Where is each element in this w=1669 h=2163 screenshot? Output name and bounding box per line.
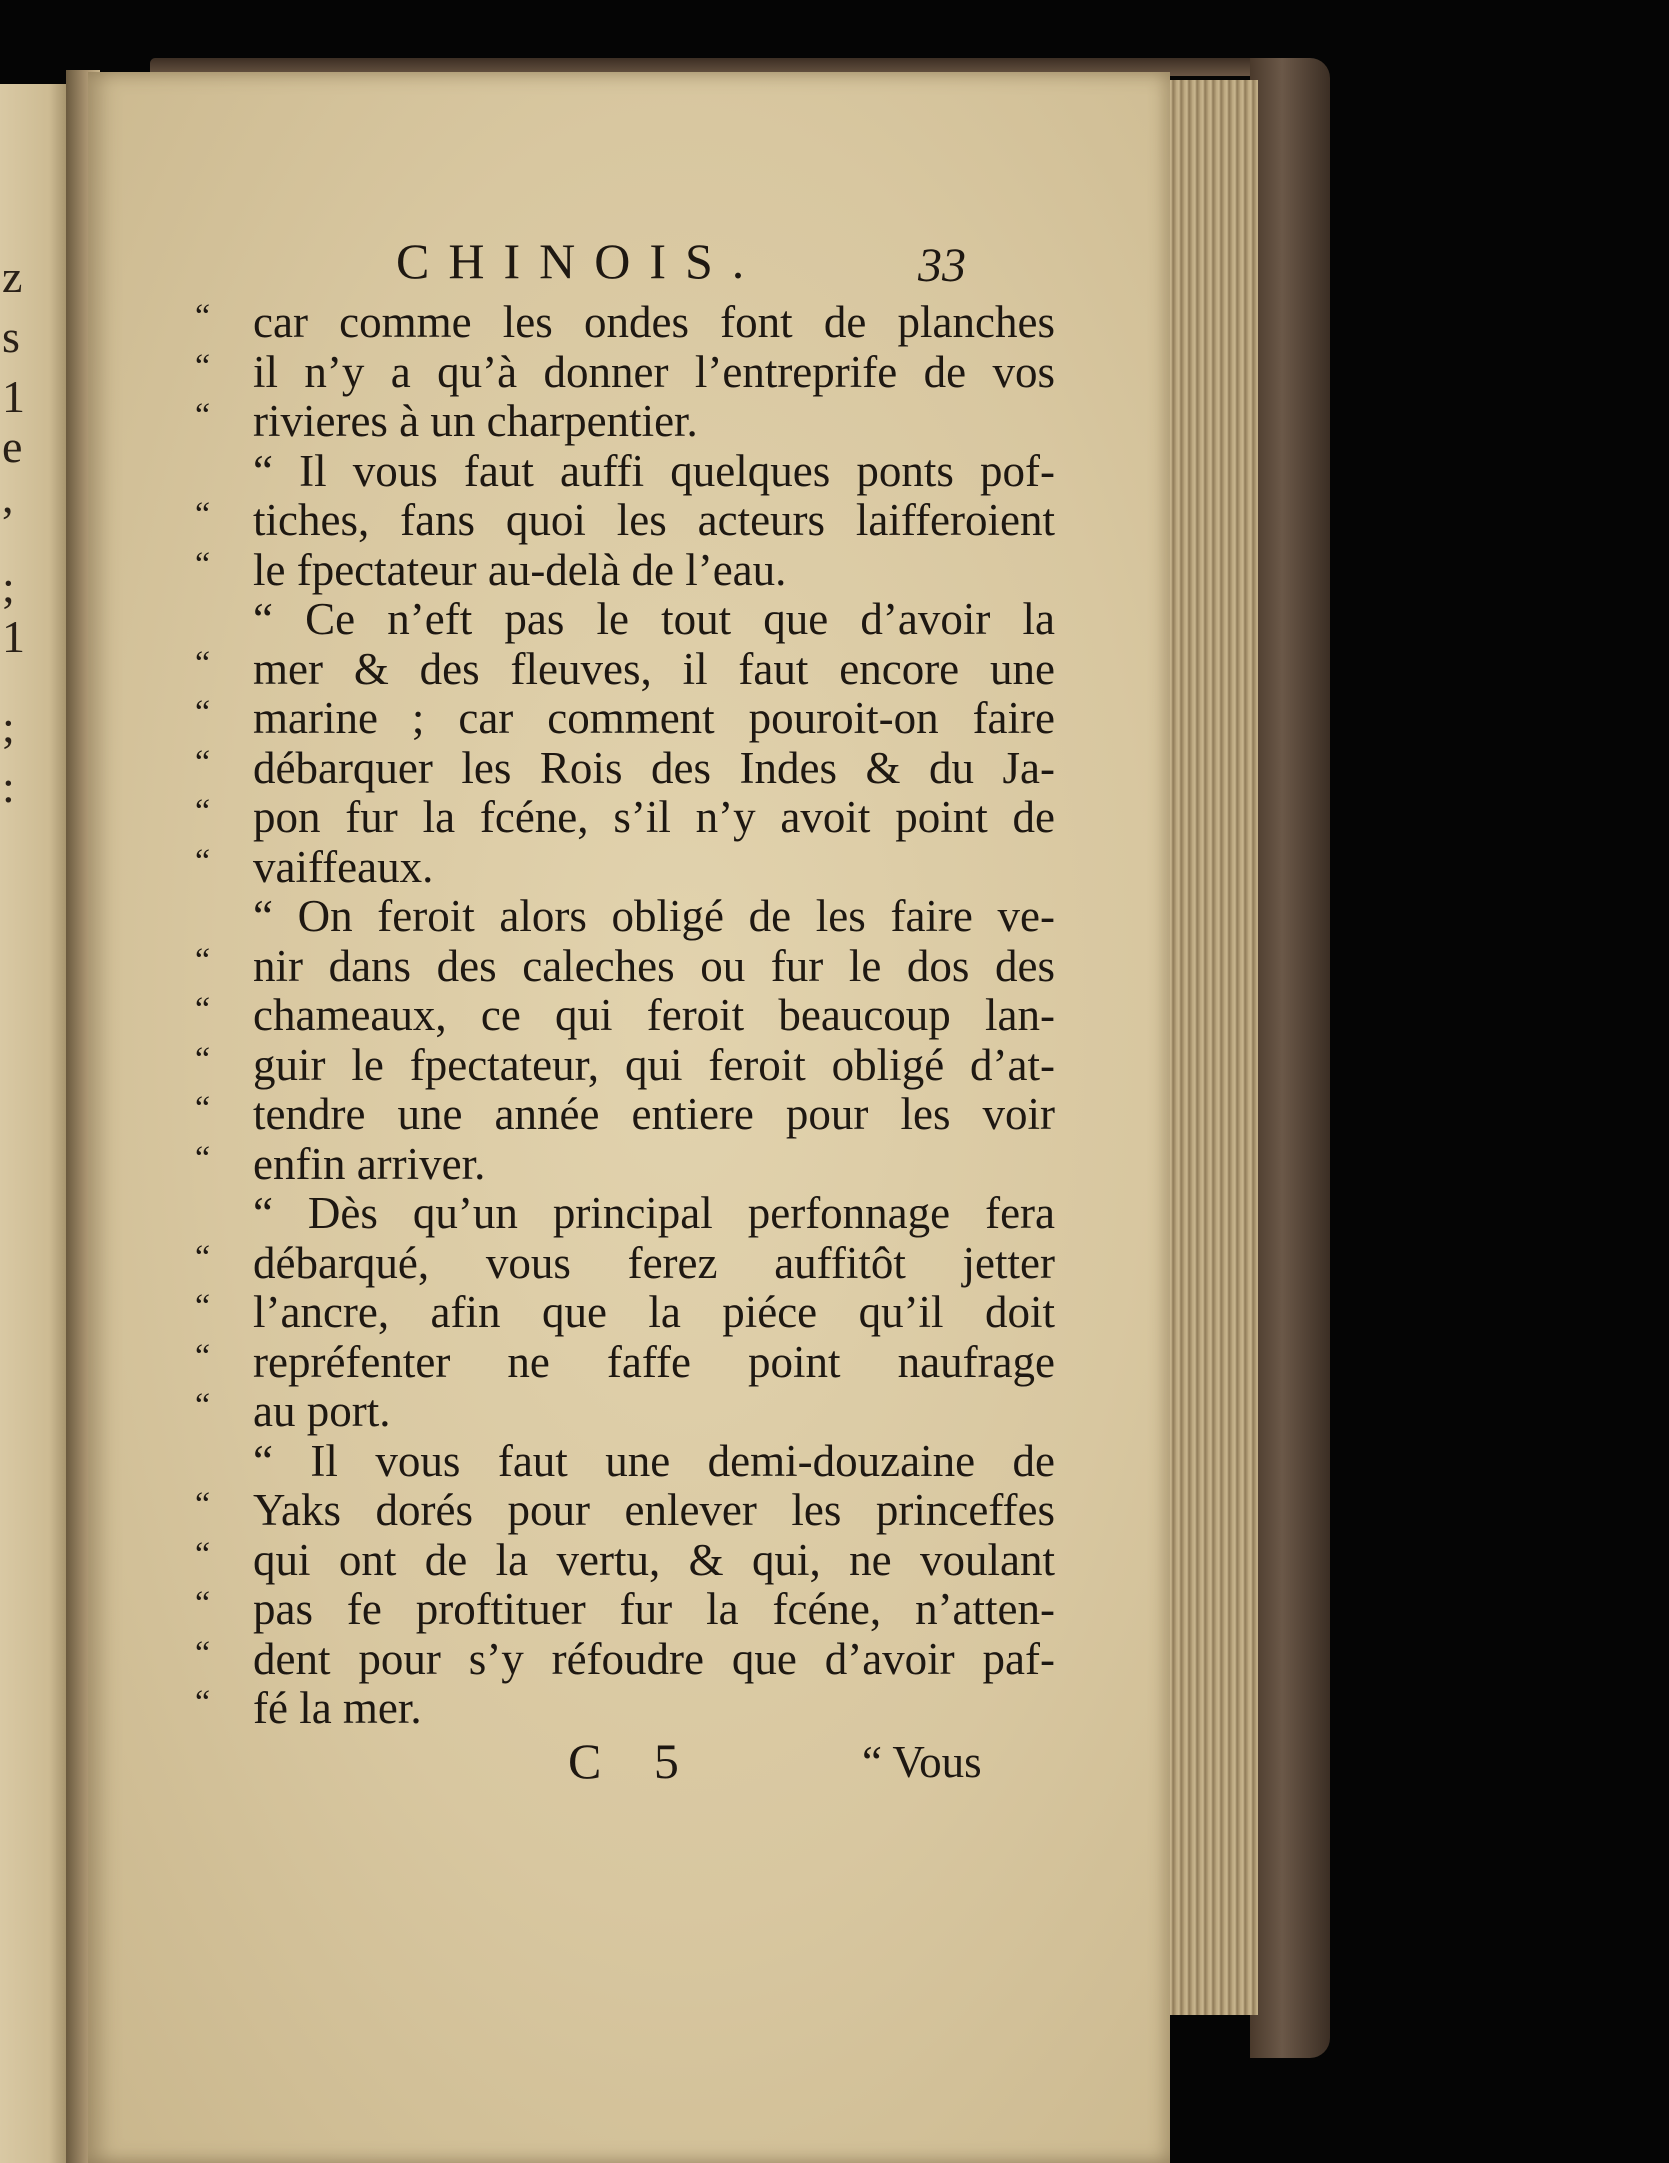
line-text: débarqué, vous ferez auffitôt jetter — [253, 1237, 1055, 1288]
line-text: car comme les ondes font de planches — [253, 297, 1055, 347]
left-page-fragment: z — [2, 251, 23, 302]
margin-quote-mark: “ — [195, 1337, 211, 1375]
text-line — [195, 793, 1055, 843]
line-text: il n’y a qu’à donner l’entreprife de vos — [253, 346, 1055, 397]
running-title: CHINOIS. — [396, 233, 764, 289]
text-line — [195, 694, 1055, 744]
text-line — [195, 1189, 1055, 1239]
margin-quote-mark: “ — [195, 1634, 211, 1672]
text-line — [195, 1585, 1055, 1635]
line-text: “ Ce n’eft pas le tout que d’avoir la — [253, 594, 1055, 644]
text-line — [195, 645, 1055, 695]
line-text: guir le fpectateur, qui feroit obligé d’at- — [253, 1039, 1055, 1090]
left-page-fragment: 1 — [2, 611, 25, 662]
margin-quote-mark: “ — [195, 1684, 211, 1721]
text-line — [195, 1239, 1055, 1289]
text-line — [195, 546, 1055, 596]
signature-mark: C 5 — [568, 1733, 699, 1789]
line-text: le fpectateur au-delà de l’eau. — [253, 544, 787, 595]
text-line — [195, 1338, 1055, 1388]
line-text: “ Dès qu’un principal perfonnage fera — [253, 1188, 1055, 1238]
text-line — [195, 1437, 1055, 1487]
line-text: dent pour s’y réfoudre que d’avoir paf- — [253, 1633, 1055, 1684]
text-line — [195, 348, 1055, 398]
line-text: “ Il vous faut une demi-douzaine de — [253, 1435, 1055, 1486]
text-line — [195, 1140, 1055, 1190]
margin-quote-mark: “ — [195, 1387, 211, 1424]
margin-quote-mark: “ — [195, 1585, 211, 1622]
text-line — [195, 496, 1055, 546]
left-page-fragment: : — [2, 761, 15, 812]
line-text: au port. — [253, 1386, 391, 1436]
margin-quote-mark: “ — [195, 1090, 211, 1127]
line-text: enfin arriver. — [253, 1138, 486, 1189]
left-page-fragment: e — [2, 421, 23, 472]
line-text: rivieres à un charpentier. — [253, 396, 698, 446]
line-text: repréfenter ne faffe point naufrage — [253, 1336, 1055, 1387]
line-text: vaiffeaux. — [253, 841, 434, 892]
text-line — [195, 843, 1055, 893]
text-line — [195, 298, 1055, 348]
margin-quote-mark: “ — [195, 991, 211, 1028]
line-text: pas fe proftituer fur la fcéne, n’atten- — [253, 1584, 1055, 1634]
line-text: pon fur la fcéne, s’il n’y avoit point de — [253, 792, 1055, 842]
left-page-fragment: ; — [2, 701, 15, 752]
line-text: chameaux, ce qui feroit beaucoup lan- — [253, 990, 1055, 1040]
margin-quote-mark: “ — [195, 793, 211, 830]
line-text: débarquer les Rois des Indes & du Ja- — [253, 742, 1055, 793]
leather-binding — [1250, 58, 1330, 2058]
margin-quote-mark: “ — [195, 1139, 211, 1177]
left-page-fragment: ; — [2, 561, 15, 612]
text-line — [195, 892, 1055, 942]
margin-quote-mark: “ — [195, 545, 211, 583]
margin-quote-mark: “ — [195, 842, 211, 880]
margin-quote-mark: “ — [195, 298, 211, 335]
text-line — [195, 942, 1055, 992]
text-line — [195, 1536, 1055, 1586]
text-line — [195, 1635, 1055, 1685]
page-number: 33 — [918, 239, 966, 292]
previous-page-edge — [0, 84, 70, 2163]
line-text: l’ancre, afin que la piéce qu’il doit — [253, 1287, 1055, 1337]
line-text: marine ; car comment pouroit-on faire — [253, 693, 1055, 743]
text-line — [195, 397, 1055, 447]
margin-quote-mark: “ — [195, 644, 211, 682]
margin-quote-mark: “ — [195, 743, 211, 781]
line-text: tiches, fans quoi les acteurs laifferoient — [253, 495, 1055, 545]
margin-quote-mark: “ — [195, 1040, 211, 1078]
text-line — [195, 744, 1055, 794]
catchword: “ Vous — [862, 1737, 982, 1787]
margin-quote-mark: “ — [195, 347, 211, 385]
text-line — [195, 595, 1055, 645]
line-text: nir dans des caleches ou fur le dos des — [253, 940, 1055, 991]
text-line — [195, 1387, 1055, 1437]
text-line — [195, 991, 1055, 1041]
line-text: qui ont de la vertu, & qui, ne voulant — [253, 1534, 1055, 1585]
page-body — [195, 298, 1055, 1734]
left-page-fragment: , — [2, 471, 14, 522]
line-text: fé la mer. — [253, 1683, 422, 1733]
line-text: Yaks dorés pour enlever les princeffes — [253, 1485, 1055, 1535]
margin-quote-mark: “ — [195, 694, 211, 731]
text-line — [195, 1486, 1055, 1536]
margin-quote-mark: “ — [195, 1535, 211, 1573]
line-text: mer & des fleuves, il faut encore une — [253, 643, 1055, 694]
left-page-fragment: s — [2, 311, 20, 362]
margin-quote-mark: “ — [195, 397, 211, 434]
line-text: tendre une année entiere pour les voir — [253, 1089, 1055, 1139]
text-line — [195, 1684, 1055, 1734]
text-line — [195, 1041, 1055, 1091]
line-text: “ On feroit alors obligé de les faire ve- — [253, 891, 1055, 941]
margin-quote-mark: “ — [195, 1238, 211, 1276]
margin-quote-mark: “ — [195, 1288, 211, 1325]
line-text: “ Il vous faut auffi quelques ponts pof- — [253, 445, 1055, 496]
margin-quote-mark: “ — [195, 1486, 211, 1523]
text-line — [195, 1288, 1055, 1338]
margin-quote-mark: “ — [195, 496, 211, 533]
text-line — [195, 1090, 1055, 1140]
left-page-fragment: 1 — [2, 371, 25, 422]
margin-quote-mark: “ — [195, 941, 211, 979]
page-edges — [1168, 80, 1258, 2015]
text-line — [195, 447, 1055, 497]
